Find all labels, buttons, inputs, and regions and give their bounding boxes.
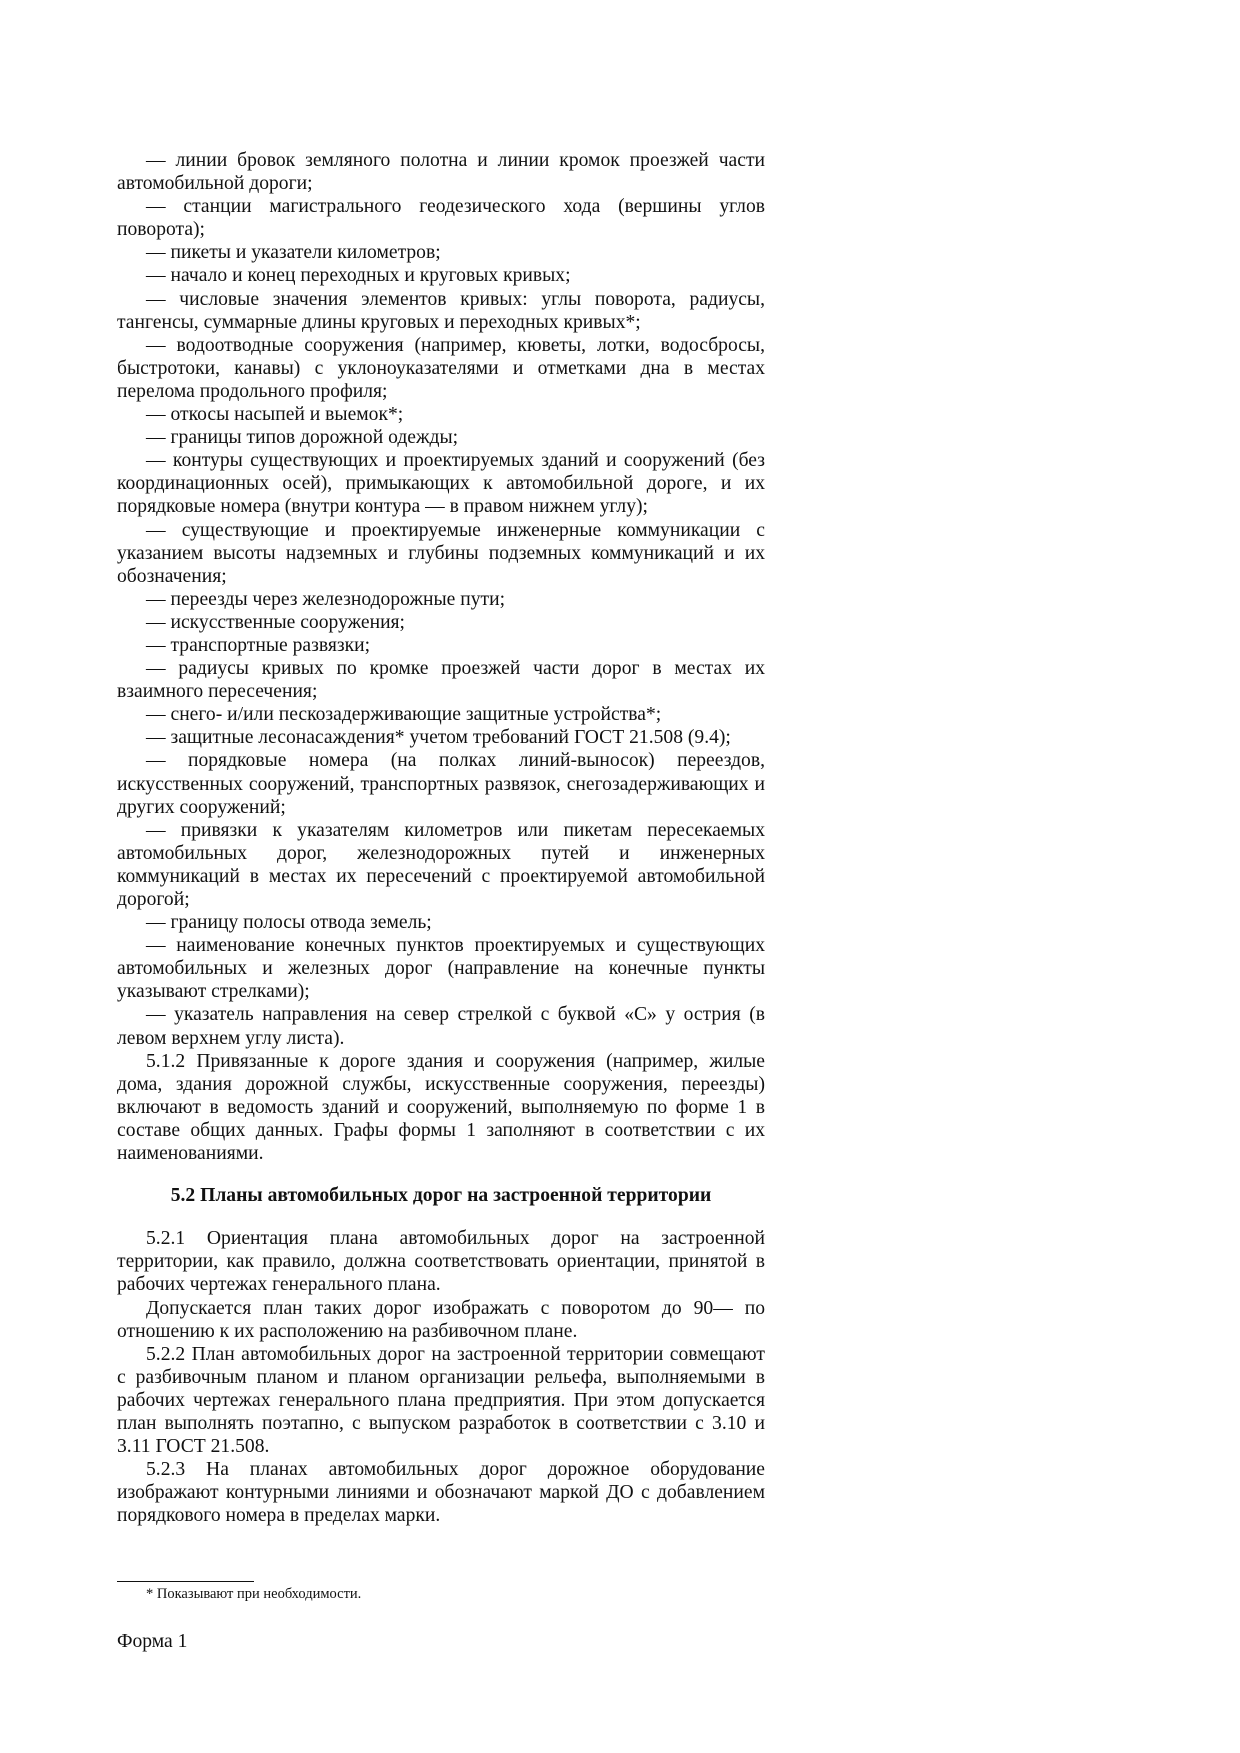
list-item: — границу полосы отвода земель; [146,912,432,934]
list-item: — переезды через железнодорожные пути; [146,588,506,610]
requirements-list [117,149,765,1050]
paragraph-5-2-3: 5.2.3 На планах автомобильных дорог дорожное оборудование изображают контурными линиями и обозначают маркой ДО с добавлением порядкового номера в пределах марки. [117,1459,765,1527]
list-item: — начало и конец переходных и круговых кривых; [146,265,571,287]
paragraph-5-2-1: 5.2.1 Ориентация плана автомобильных дорог на застроенной территории, как правило, должна соответствовать ориентации, принятой в рабочих чертежах генерального плана. [117,1228,765,1296]
list-item: — линии бровок земляного полотна и линии кромок проезжей части автомобильной дороги; [117,150,765,195]
list-item: — границы типов дорожной одежды; [146,427,459,449]
list-item: — порядковые номера (на полках линий-выносок) переездов, искусственных сооружений, транспортных развязок, снегозадерживающих и других сооружений; [117,750,765,818]
footnote-separator [117,1581,254,1582]
form-label: Форма 1 [117,1631,188,1652]
list-item: — транспортные развязки; [146,634,371,656]
list-item: — водоотводные сооружения (например, кюветы, лотки, водосбросы, быстротоки, канавы) с уклоноуказателями и отметками дна в местах перелома продольного профиля; [117,334,765,402]
paragraph-5-1-2: 5.1.2 Привязанные к дороге здания и сооружения (например, жилые дома, здания дорожной службы, искусственные сооружения, переезды) включают в ведомость зданий и сооружений, выполняемую по форме 1 в составе общих данных. Графы формы 1 заполняют в соответствии с их наименованиями. [117,1050,765,1165]
section-heading: 5.2 Планы автомобильных дорог на застроенной территории [170,1185,712,1207]
list-item: — числовые значения элементов кривых: углы поворота, радиусы, тангенсы, суммарные длины круговых и переходных кривых*; [117,288,765,333]
list-item: — откосы насыпей и выемок*; [146,404,404,426]
list-item: — станции магистрального геодезического хода (вершины углов поворота); [117,196,765,241]
list-item: — привязки к указателям километров или пикетам пересекаемых автомобильных дорог, железнодорожных путей и инженерных коммуникаций в местах их пересечений с проектируемой автомобильной дорогой; [117,819,765,910]
list-item: — пикеты и указатели километров; [146,242,441,264]
list-item: — радиусы кривых по кромке проезжей части дорог в местах их взаимного пересечения; [117,658,765,703]
footnote: * Показывают при необходимости. [146,1586,362,1602]
paragraph-5-2-1-rotation: Допускается план таких дорог изображать с поворотом до 90— по отношению к их расположению на разбивочном плане. [117,1297,765,1342]
list-item: — существующие и проектируемые инженерные коммуникации с указанием высоты надземных и глубины подземных коммуникаций и их обозначения; [117,519,765,587]
list-item: — искусственные сооружения; [146,611,406,633]
list-item: — наименование конечных пунктов проектируемых и существующих автомобильных и железных дорог (направление на конечные пункты указывают стрелками); [117,935,765,1003]
list-item: — защитные лесонасаждения* учетом требований ГОСТ 21.508 (9.4); [146,727,731,749]
document-body [117,149,765,1527]
paragraph-5-2-2: 5.2.2 План автомобильных дорог на застроенной территории совмещают с разбивочным планом и планом организации рельефа, выполняемыми в рабочих чертежах генерального плана предприятия. При этом допускается план выполнять поэтапно, с выпуском разработок в соответствии с 3.10 и 3.11 ГОСТ 21.508. [117,1343,765,1458]
list-item: — указатель направления на север стрелкой с буквой «С» у острия (в левом верхнем углу листа). [117,1004,765,1049]
list-item: — снего- и/или пескозадерживающие защитные устройства*; [146,704,662,726]
list-item: — контуры существующих и проектируемых зданий и сооружений (без координационных осей), примыкающих к автомобильной дороге, и их порядковые номера (внутри контура — в правом нижнем углу); [117,450,765,518]
